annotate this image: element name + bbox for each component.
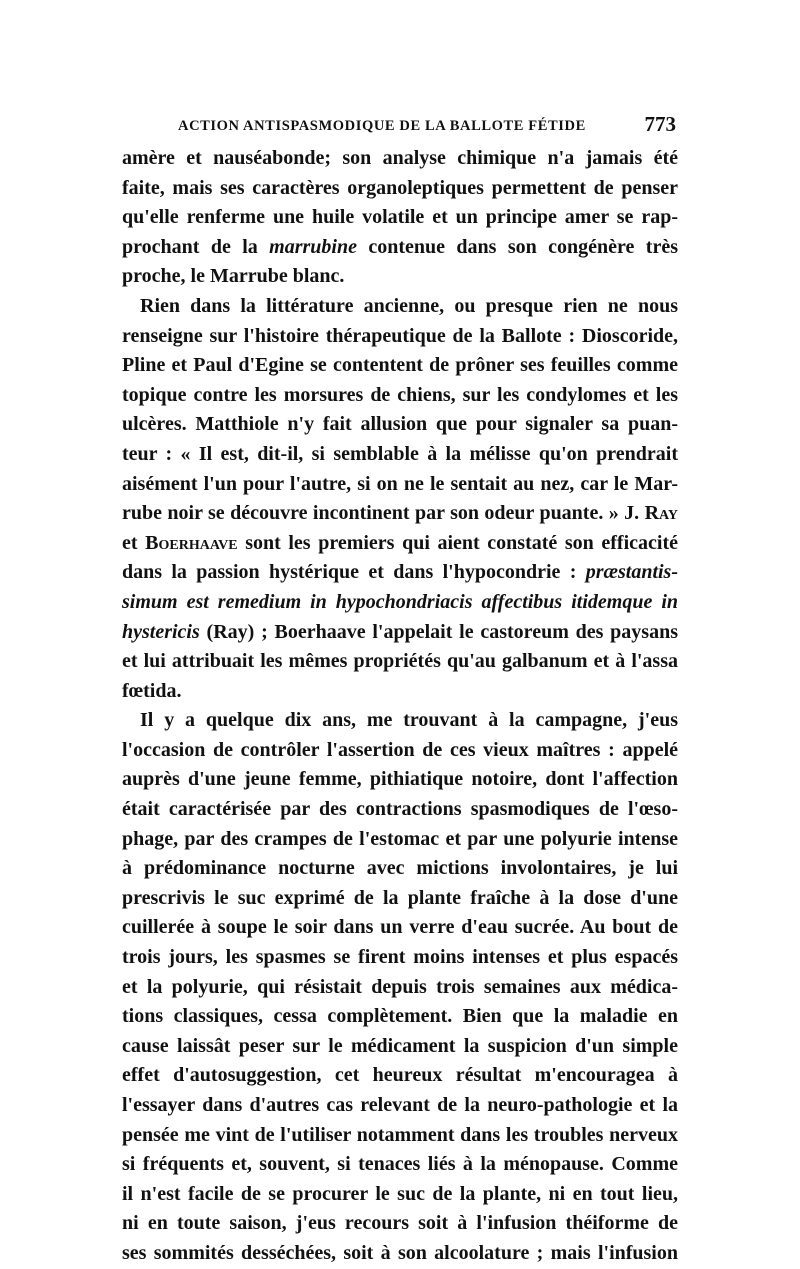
text-line [122,499,678,529]
text-segment: prescrivis le suc exprimé de la plante fraîche à la dose d'une [122,886,678,909]
text-line [122,736,678,766]
text-segment: cause laissât peser sur le médicament la suspicion d'un simple [122,1034,678,1057]
text-segment: Il y a quelque dix ans, me trouvant à la campagne, j'eus [140,709,678,732]
text-line [122,1209,678,1239]
text-line [122,706,678,736]
text-line [122,943,678,973]
text-line [122,677,678,707]
text-segment: Pline et Paul d'Egine se contentent de prôner ses feuilles comme [122,354,678,377]
small-caps-text: Ray [644,502,678,525]
text-segment: rube noir se découvre incontinent par son odeur puante. » J. [122,502,645,525]
text-segment: l'occasion de contrôler l'assertion de ces vieux maîtres : appelé [122,738,678,761]
text-segment: teur : « Il est, dit-il, si semblable à la mélisse qu'on prendrait [122,442,678,465]
text-segment: qu'elle renferme une huile volatile et un principe amer se rap- [122,206,678,229]
text-line [122,1121,678,1151]
text-segment: faite, mais ses caractères organoleptiques permettent de penser [122,176,678,199]
small-caps-text: Boerhaave [145,531,238,554]
text-line [122,913,678,943]
text-segment: à prédominance nocturne avec mictions involontaires, je lui [122,857,678,880]
text-segment: cuillerée à soupe le soir dans un verre d'eau sucrée. Au bout de [122,916,678,939]
text-line [122,262,678,292]
italic-text: hystericis [122,620,200,643]
text-line [122,203,678,233]
text-line [122,558,678,588]
text-line [122,322,678,352]
text-segment: ses sommités desséchées, soit à son alcoolature ; mais l'infusion [122,1241,678,1264]
text-segment: phage, par des crampes de l'estomac et par une polyurie intense [122,827,678,850]
text-segment: fœtida. [122,679,182,702]
text-segment: topique contre les morsures de chiens, sur les condylomes et les [122,383,678,406]
text-line [122,410,678,440]
text-segment: auprès d'une jeune femme, pithiatique notoire, dont l'affection [122,768,678,791]
text-line [122,765,678,795]
text-segment: ni en toute saison, j'eus recours soit à l'infusion théiforme de [122,1212,678,1235]
text-line [122,529,678,559]
text-line [122,647,678,677]
text-segment: si fréquents et, souvent, si tenaces liés à la ménopause. Comme [122,1153,678,1176]
text-segment: amère et nauséabonde; son analyse chimique n'a jamais été [122,147,678,169]
text-line [122,351,678,381]
text-line [122,1091,678,1121]
text-line [122,1032,678,1062]
text-segment: sont les premiers qui aient constaté son efficacité [237,531,679,554]
text-line [122,1239,678,1269]
book-page [122,104,678,1269]
text-segment: et la polyurie, qui résistait depuis trois semaines aux médica- [122,975,678,998]
body-text [122,144,678,1269]
page-number: 773 [644,112,676,136]
text-line [122,973,678,1003]
text-line [122,884,678,914]
text-segment: (Ray) ; Boerhaave l'appelait le castoreum des paysans [199,620,678,643]
italic-text: simum est remedium in hypochondriacis affectibus itidemque in [122,590,678,613]
italic-text: præstantis- [585,561,678,584]
text-line [122,588,678,618]
text-segment: tions classiques, cessa complètement. Bien que la maladie en [122,1005,678,1028]
text-segment: renseigne sur l'histoire thérapeutique de la Ballote : Dioscoride, [122,324,678,347]
text-line [122,618,678,648]
text-line [122,292,678,322]
text-line [122,470,678,500]
text-line [122,1180,678,1210]
text-line [122,854,678,884]
page-header [122,104,678,144]
italic-text: marrubine [269,235,357,258]
text-line [122,1061,678,1091]
text-line [122,233,678,263]
text-line [122,825,678,855]
text-segment: proche, le Marrube blanc. [122,265,345,288]
text-segment: il n'est facile de se procurer le suc de la plante, ni en tout lieu, [122,1182,678,1205]
text-segment: pensée me vint de l'utiliser notamment dans les troubles nerveux [122,1123,678,1146]
text-segment: contenue dans son congénère très [356,235,678,258]
text-segment: et [122,531,146,554]
text-segment: effet d'autosuggestion, cet heureux résultat m'encouragea à [122,1064,678,1087]
text-line [122,1150,678,1180]
running-head: ACTION ANTISPASMODIQUE DE LA BALLOTE FÉTIDE [178,118,586,134]
text-line [122,144,678,174]
text-segment: ulcères. Matthiole n'y fait allusion que pour signaler sa puan- [122,413,678,436]
text-segment: trois jours, les spasmes se firent moins intenses et plus espacés [122,946,678,969]
text-segment: prochant de la [122,235,270,258]
text-segment: Rien dans la littérature ancienne, ou presque rien ne nous [140,294,678,317]
text-line [122,381,678,411]
text-line [122,1002,678,1032]
text-segment: et lui attribuait les mêmes propriétés qu'au galbanum et à l'assa [122,650,678,673]
text-segment: dans la passion hystérique et dans l'hypocondrie : [122,561,586,584]
text-line [122,795,678,825]
text-segment: l'essayer dans d'autres cas relevant de la neuro-pathologie et la [122,1094,678,1116]
text-line [122,174,678,204]
text-segment: était caractérisée par des contractions spasmodiques de l'œso- [122,798,678,821]
text-segment: aisément l'un pour l'autre, si on ne le sentait au nez, car le Mar- [122,472,678,495]
text-line [122,440,678,470]
